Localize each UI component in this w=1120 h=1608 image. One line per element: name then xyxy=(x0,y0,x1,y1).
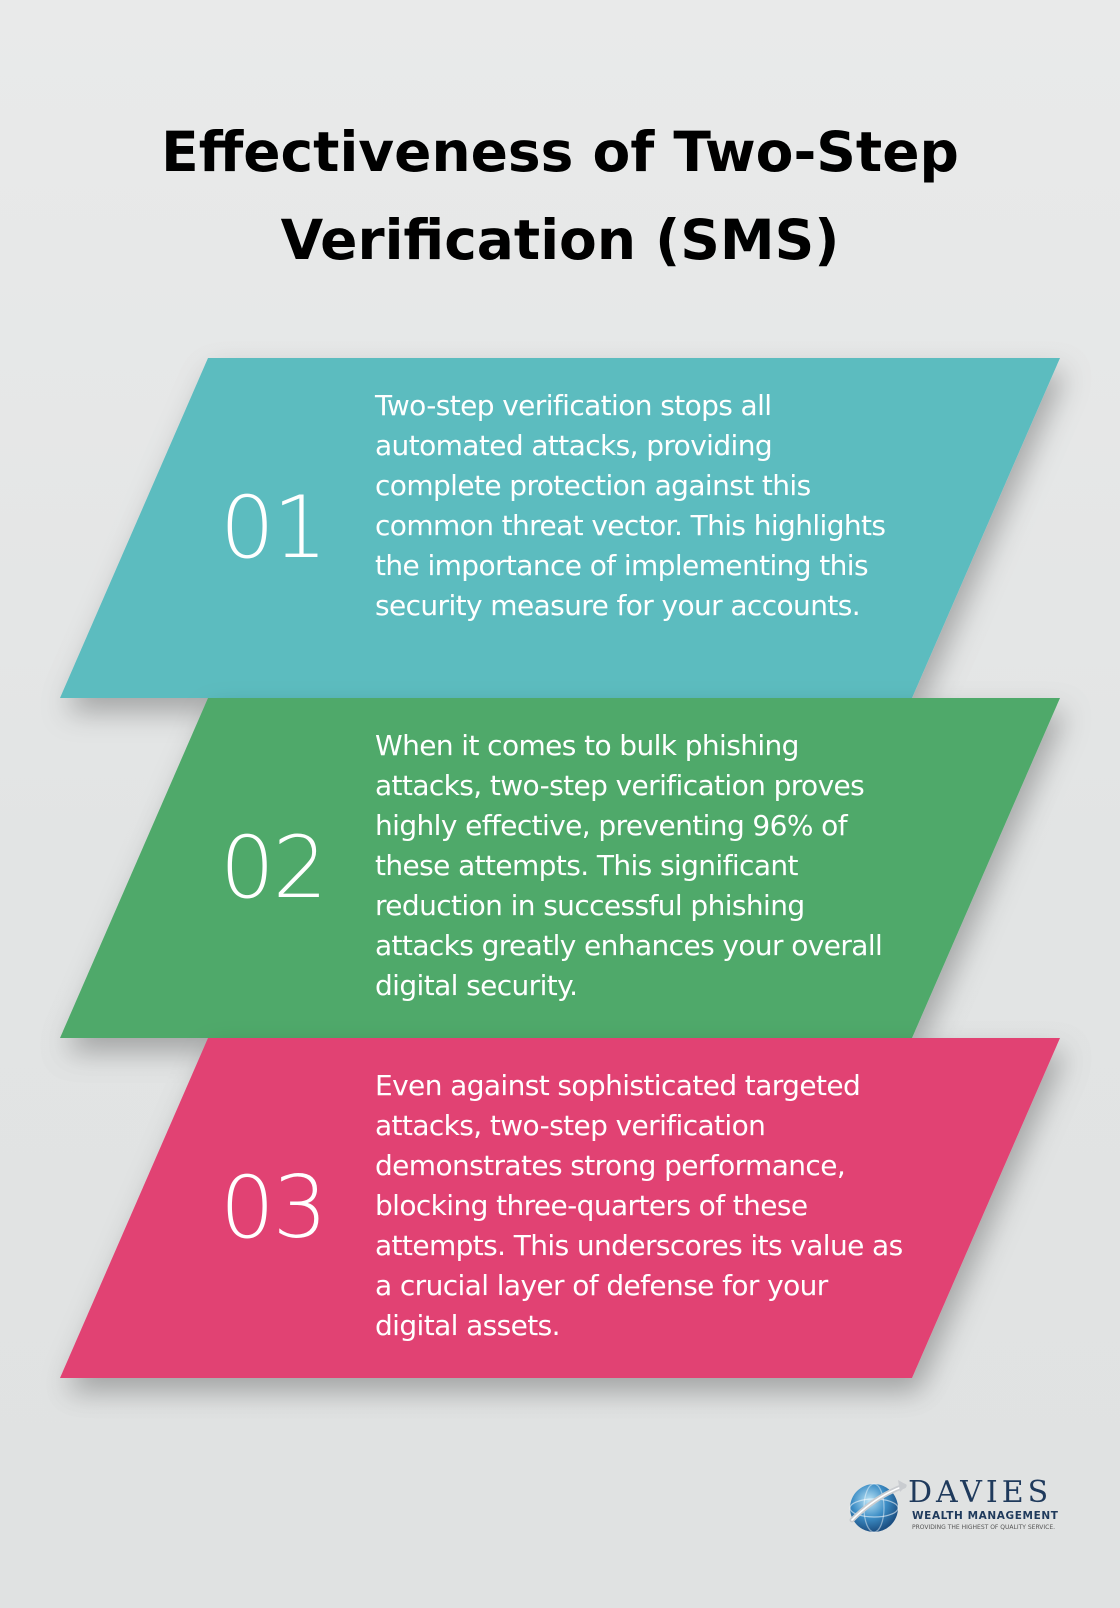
title-line-2: Verification (SMS) xyxy=(280,208,840,272)
item-number-1: 01 xyxy=(220,478,326,578)
page-title xyxy=(0,108,1120,284)
item-text-2: When it comes to bulk phishing attacks, two-step verification proves highly effective, preventing 96% of these attempts. This significant reduction in successful phishing attacks greatly enhances your overall digital security. xyxy=(375,729,883,1002)
info-card-2 xyxy=(60,698,1060,1038)
item-number-3: 03 xyxy=(220,1158,326,1258)
item-text-3: Even against sophisticated targeted attacks, two-step verification demonstrates strong performance, blocking three-quarters of these attempts. This underscores its value as a crucial layer of defense for your digital assets. xyxy=(375,1069,903,1342)
info-card-1 xyxy=(60,358,1060,698)
item-number-2: 02 xyxy=(220,818,326,918)
logo-subtitle: WEALTH MANAGEMENT xyxy=(912,1510,1059,1522)
company-logo xyxy=(846,1476,1060,1536)
logo-tagline: PROVIDING THE HIGHEST OF QUALITY SERVICE. xyxy=(912,1524,1056,1531)
title-line-1: Effectiveness of Two-Step xyxy=(161,120,959,184)
item-text-1: Two-step verification stops all automated attacks, providing complete protection against this common threat vector. This highlights the importance of implementing this security measure for your accounts. xyxy=(375,389,886,622)
info-card-3 xyxy=(60,1038,1060,1378)
globe-icon xyxy=(846,1476,908,1538)
logo-brand-text: DAVIES xyxy=(908,1475,1053,1510)
